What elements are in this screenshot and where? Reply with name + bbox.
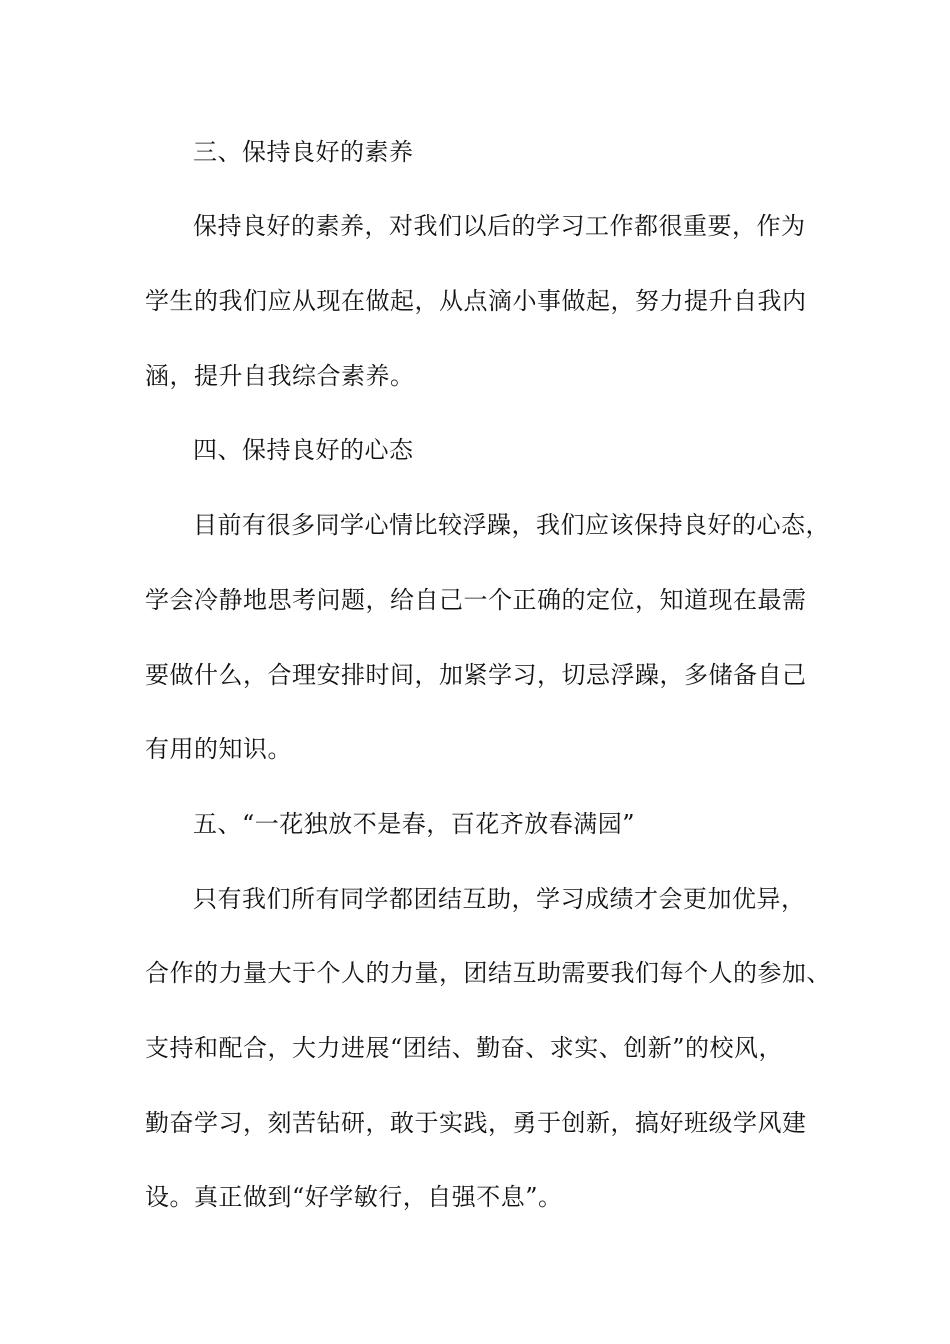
paragraph-line: 设。真正做到“好学敏行，自强不息”。 bbox=[145, 1183, 563, 1211]
section-heading-4: 四、保持良好的心态 bbox=[193, 436, 414, 464]
paragraph-line: 涵，提升自我综合素养。 bbox=[145, 362, 415, 390]
paragraph-line: 勤奋学习，刻苦钻研，敢于实践，勇于创新，搞好班级学风建 bbox=[145, 1109, 807, 1137]
paragraph-line: 目前有很多同学心情比较浮躁，我们应该保持良好的心态， bbox=[193, 511, 830, 539]
paragraph-line: 支持和配合，大力进展“团结、勤奋、求实、创新”的校风， bbox=[145, 1034, 784, 1062]
paragraph-line: 学生的我们应从现在做起，从点滴小事做起，努力提升自我内 bbox=[145, 287, 807, 315]
paragraph-line: 有用的知识。 bbox=[145, 735, 292, 763]
paragraph-line: 要做什么，合理安排时间，加紧学习，切忌浮躁，多储备自己 bbox=[145, 661, 807, 689]
paragraph-line: 保持良好的素养，对我们以后的学习工作都很重要，作为 bbox=[193, 212, 806, 240]
section-heading-5: 五、“一花独放不是春，百花齐放春满园” bbox=[193, 810, 636, 838]
paragraph-line: 学会冷静地思考问题，给自己一个正确的定位，知道现在最需 bbox=[145, 586, 807, 614]
paragraph-line: 只有我们所有同学都团结互助，学习成绩才会更加优异， bbox=[193, 885, 806, 913]
paragraph-line: 合作的力量大于个人的力量，团结互助需要我们每个人的参加、 bbox=[145, 959, 831, 987]
section-heading-3: 三、保持良好的素养 bbox=[193, 138, 414, 166]
